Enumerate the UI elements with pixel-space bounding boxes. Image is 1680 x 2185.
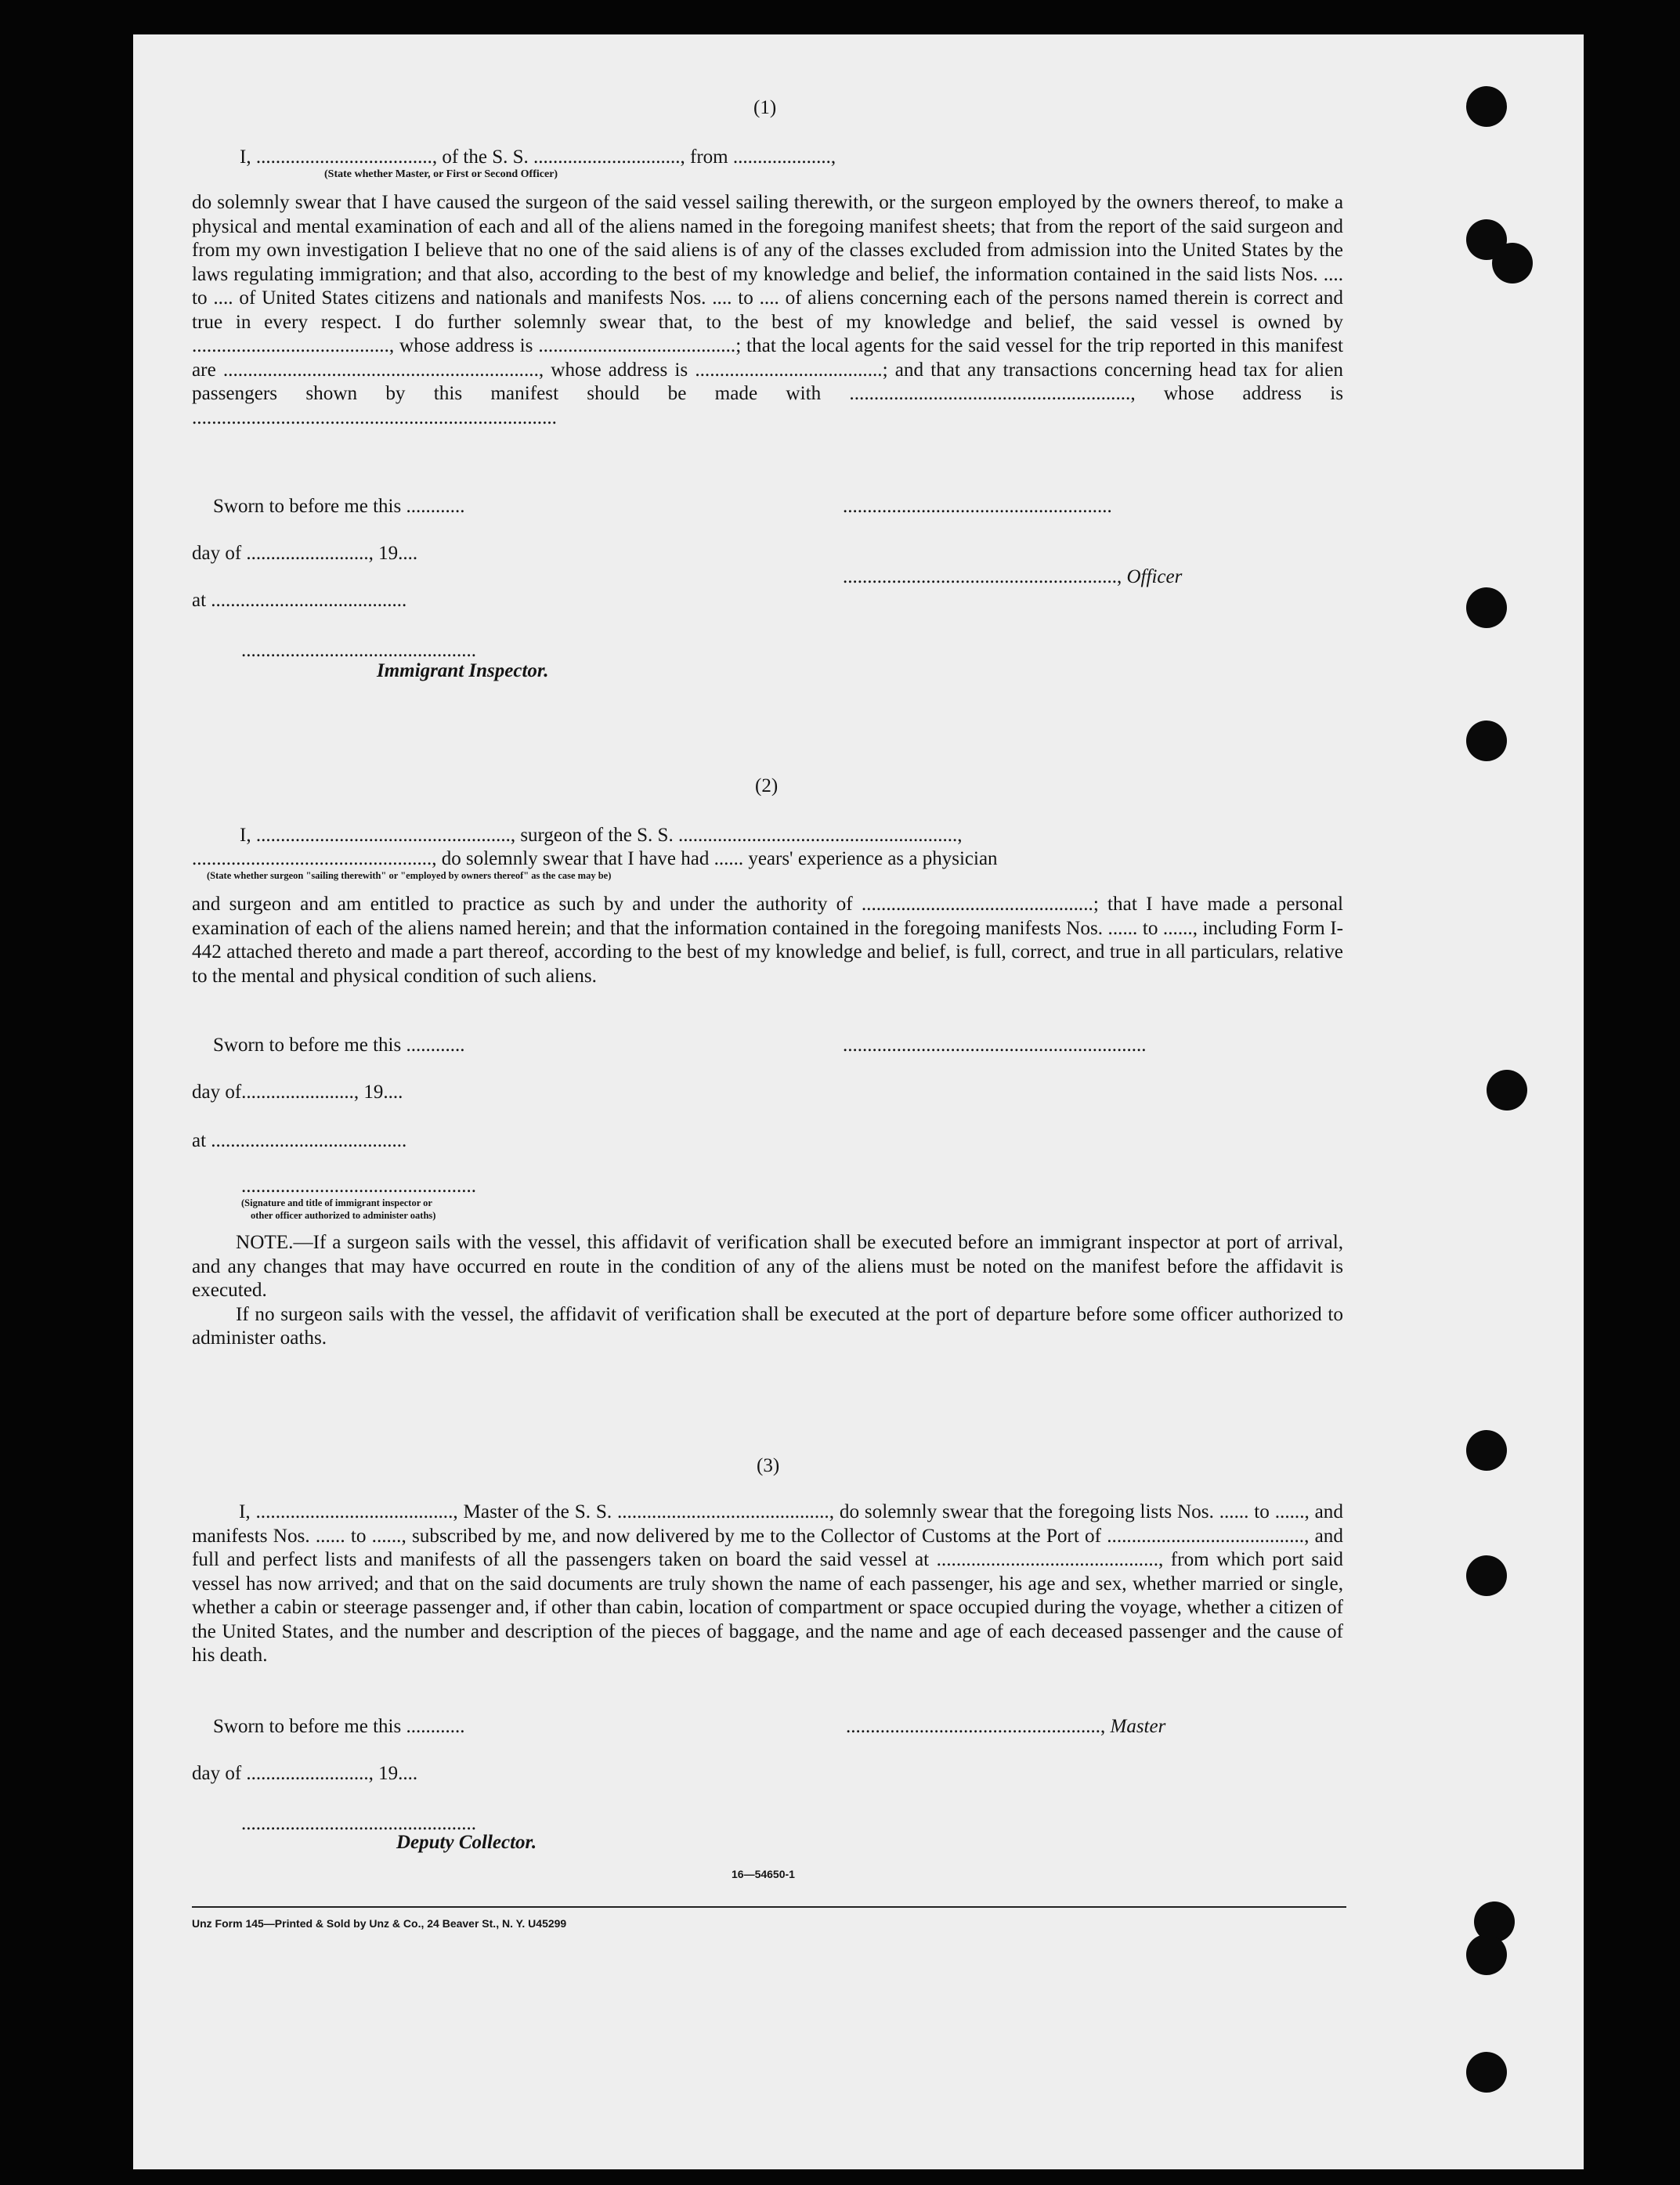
section-1-inspector-label: Immigrant Inspector. bbox=[377, 660, 549, 681]
section-1-oath-text: do solemnly swear that I have caused the surgeon of the said vessel sailing therewith, or the surgeon employed by the owners thereof, to make a physical and mental examination of each and all of the aliens named in the foregoing manifest sheets; that from the report of the said surgeon and from my own investigation I believe that no one of the said aliens is of any of the classes excluded from admission into the United States by the laws regulating immigration; and that also, according to the best of my knowledge and belief, the information contained in the said lists Nos. .... to .... of United States citizens and nationals and manifests Nos. .... to .... of aliens concerning each of the persons named therein is correct and true in every respect. I do further solemnly swear that, to the best of my knowledge and belief, the said vessel is owned by ........................................, whose address is ........................................; that the local agents for the said vessel for the trip reported in this manifest are ................................................................, whose address is ......................................; and that any transactions concerning head tax for alien passengers shown by this manifest should be made with ........................................................., whose address is .......................................................................... bbox=[192, 192, 1343, 428]
section-2-inspector-note-2: other officer authorized to administer oaths) bbox=[251, 1210, 436, 1221]
section-1-officer-note: (State whether Master, or First or Second Officer) bbox=[324, 168, 558, 180]
section-2-day-line: day of......................., 19.... bbox=[192, 1082, 403, 1103]
section-2-at-line: at ........................................ bbox=[192, 1130, 407, 1151]
section-2-oath-text: and surgeon and am entitled to practice as such by and under the authority of ...............................................; that I have made a personal examination of each of the aliens named herein; and that the information contained in the foregoing manifests Nos. ...... to ......, including Form I-442 attached thereto and made a part thereof, according to the best of my knowledge and belief, is full, correct, and true in all particulars, relative to the mental and physical condition of such aliens. bbox=[192, 894, 1343, 987]
section-2-signature-line: .............................................................. bbox=[843, 1035, 1147, 1056]
note-second-paragraph: If no surgeon sails with the vessel, the affidavit of verification shall be executed at the port of departure before some officer authorized to administer oaths. bbox=[192, 1303, 1343, 1349]
note-text: —If a surgeon sails with the vessel, this affidavit of verification shall be executed before an immigrant inspector at port of arrival, and any changes that may have occurred en route in the condition of any of the aliens must be noted on the manifest before the affidavit is executed. bbox=[192, 1232, 1343, 1301]
officer-label: Officer bbox=[1126, 566, 1183, 587]
section-1-day-line: day of ........................., 19.... bbox=[192, 543, 418, 564]
section-2-surgeon-note: (State whether surgeon "sailing therewith" or "employed by owners thereof" as the case may be) bbox=[207, 870, 612, 881]
binder-hole bbox=[1466, 721, 1507, 761]
section-1-signature-line: ....................................................... bbox=[843, 496, 1112, 517]
section-1-officer-line: ........................................................, Officer bbox=[843, 566, 1183, 587]
binder-hole bbox=[1466, 2052, 1507, 2093]
section-3-sworn-line: Sworn to before me this ............ bbox=[213, 1716, 465, 1737]
section-3-master-line: ...................................................., Master bbox=[846, 1716, 1166, 1737]
section-2-first-line: I, ...................................................., surgeon of the S. S. ........................................................., bbox=[240, 825, 963, 846]
section-2-number: (2) bbox=[755, 775, 779, 796]
binder-hole bbox=[1466, 86, 1507, 127]
binder-hole bbox=[1487, 1070, 1527, 1111]
binder-hole bbox=[1466, 587, 1507, 628]
section-3-day-line: day of ........................., 19.... bbox=[192, 1763, 418, 1784]
section-3-oath-text: I, ........................................, Master of the S. S. ..........................................., do solemnly swear that the foregoing lists Nos. ...... to ......, and manifests Nos. ...... to ......, subscribed by me, and now delivered by me to the Collector of Customs at the Port of ........................................, and full and perfect lists and manifests of all the passengers taken on board the said vessel at ............................................., from which port said vessel has now arrived; and that on the said documents are truly shown the name of each passenger, his age and sex, whether married or single, whether a cabin or steerage passenger and, if other than cabin, location of compartment or space occupied during the voyage, whether a citizen of the United States, and the number and description of the pieces of baggage, and the name and age of each deceased passenger and the cause of his death. bbox=[192, 1501, 1343, 1666]
binder-hole bbox=[1466, 1934, 1507, 1975]
section-1-sworn-line: Sworn to before me this ............ bbox=[213, 496, 465, 517]
master-signature-dots: .................................................... bbox=[846, 1716, 1100, 1737]
section-2-inspector-note-1: (Signature and title of immigrant inspector or bbox=[241, 1197, 432, 1208]
section-3-collector-line: ................................................ bbox=[241, 1813, 476, 1834]
section-2-inspector-line: ................................................ bbox=[241, 1176, 476, 1197]
section-1-number: (1) bbox=[753, 97, 777, 118]
officer-signature-dots: ........................................................ bbox=[843, 566, 1117, 587]
section-2-sworn-line: Sworn to before me this ............ bbox=[213, 1035, 465, 1056]
binder-hole bbox=[1492, 243, 1533, 284]
section-3-number: (3) bbox=[757, 1455, 780, 1476]
section-1-inspector-line: ................................................ bbox=[241, 640, 476, 661]
form-code: 16—54650-1 bbox=[732, 1868, 795, 1880]
note-label: NOTE. bbox=[236, 1232, 294, 1253]
section-1-first-line: I, ...................................., of the S. S. .............................., from ...................., bbox=[240, 146, 836, 168]
master-label: Master bbox=[1110, 1716, 1166, 1737]
footer-rule bbox=[192, 1906, 1346, 1908]
section-2-second-line: ................................................., do solemnly swear that I have had ...... years' experience as a physician bbox=[192, 848, 998, 869]
section-2-note bbox=[192, 1231, 1343, 1351]
binder-hole bbox=[1466, 1555, 1507, 1596]
section-3-collector-label: Deputy Collector. bbox=[396, 1832, 537, 1853]
section-1-at-line: at ........................................ bbox=[192, 590, 407, 611]
printer-imprint: Unz Form 145—Printed & Sold by Unz & Co., 24 Beaver St., N. Y. U45299 bbox=[192, 1917, 567, 1930]
binder-hole bbox=[1466, 1430, 1507, 1471]
